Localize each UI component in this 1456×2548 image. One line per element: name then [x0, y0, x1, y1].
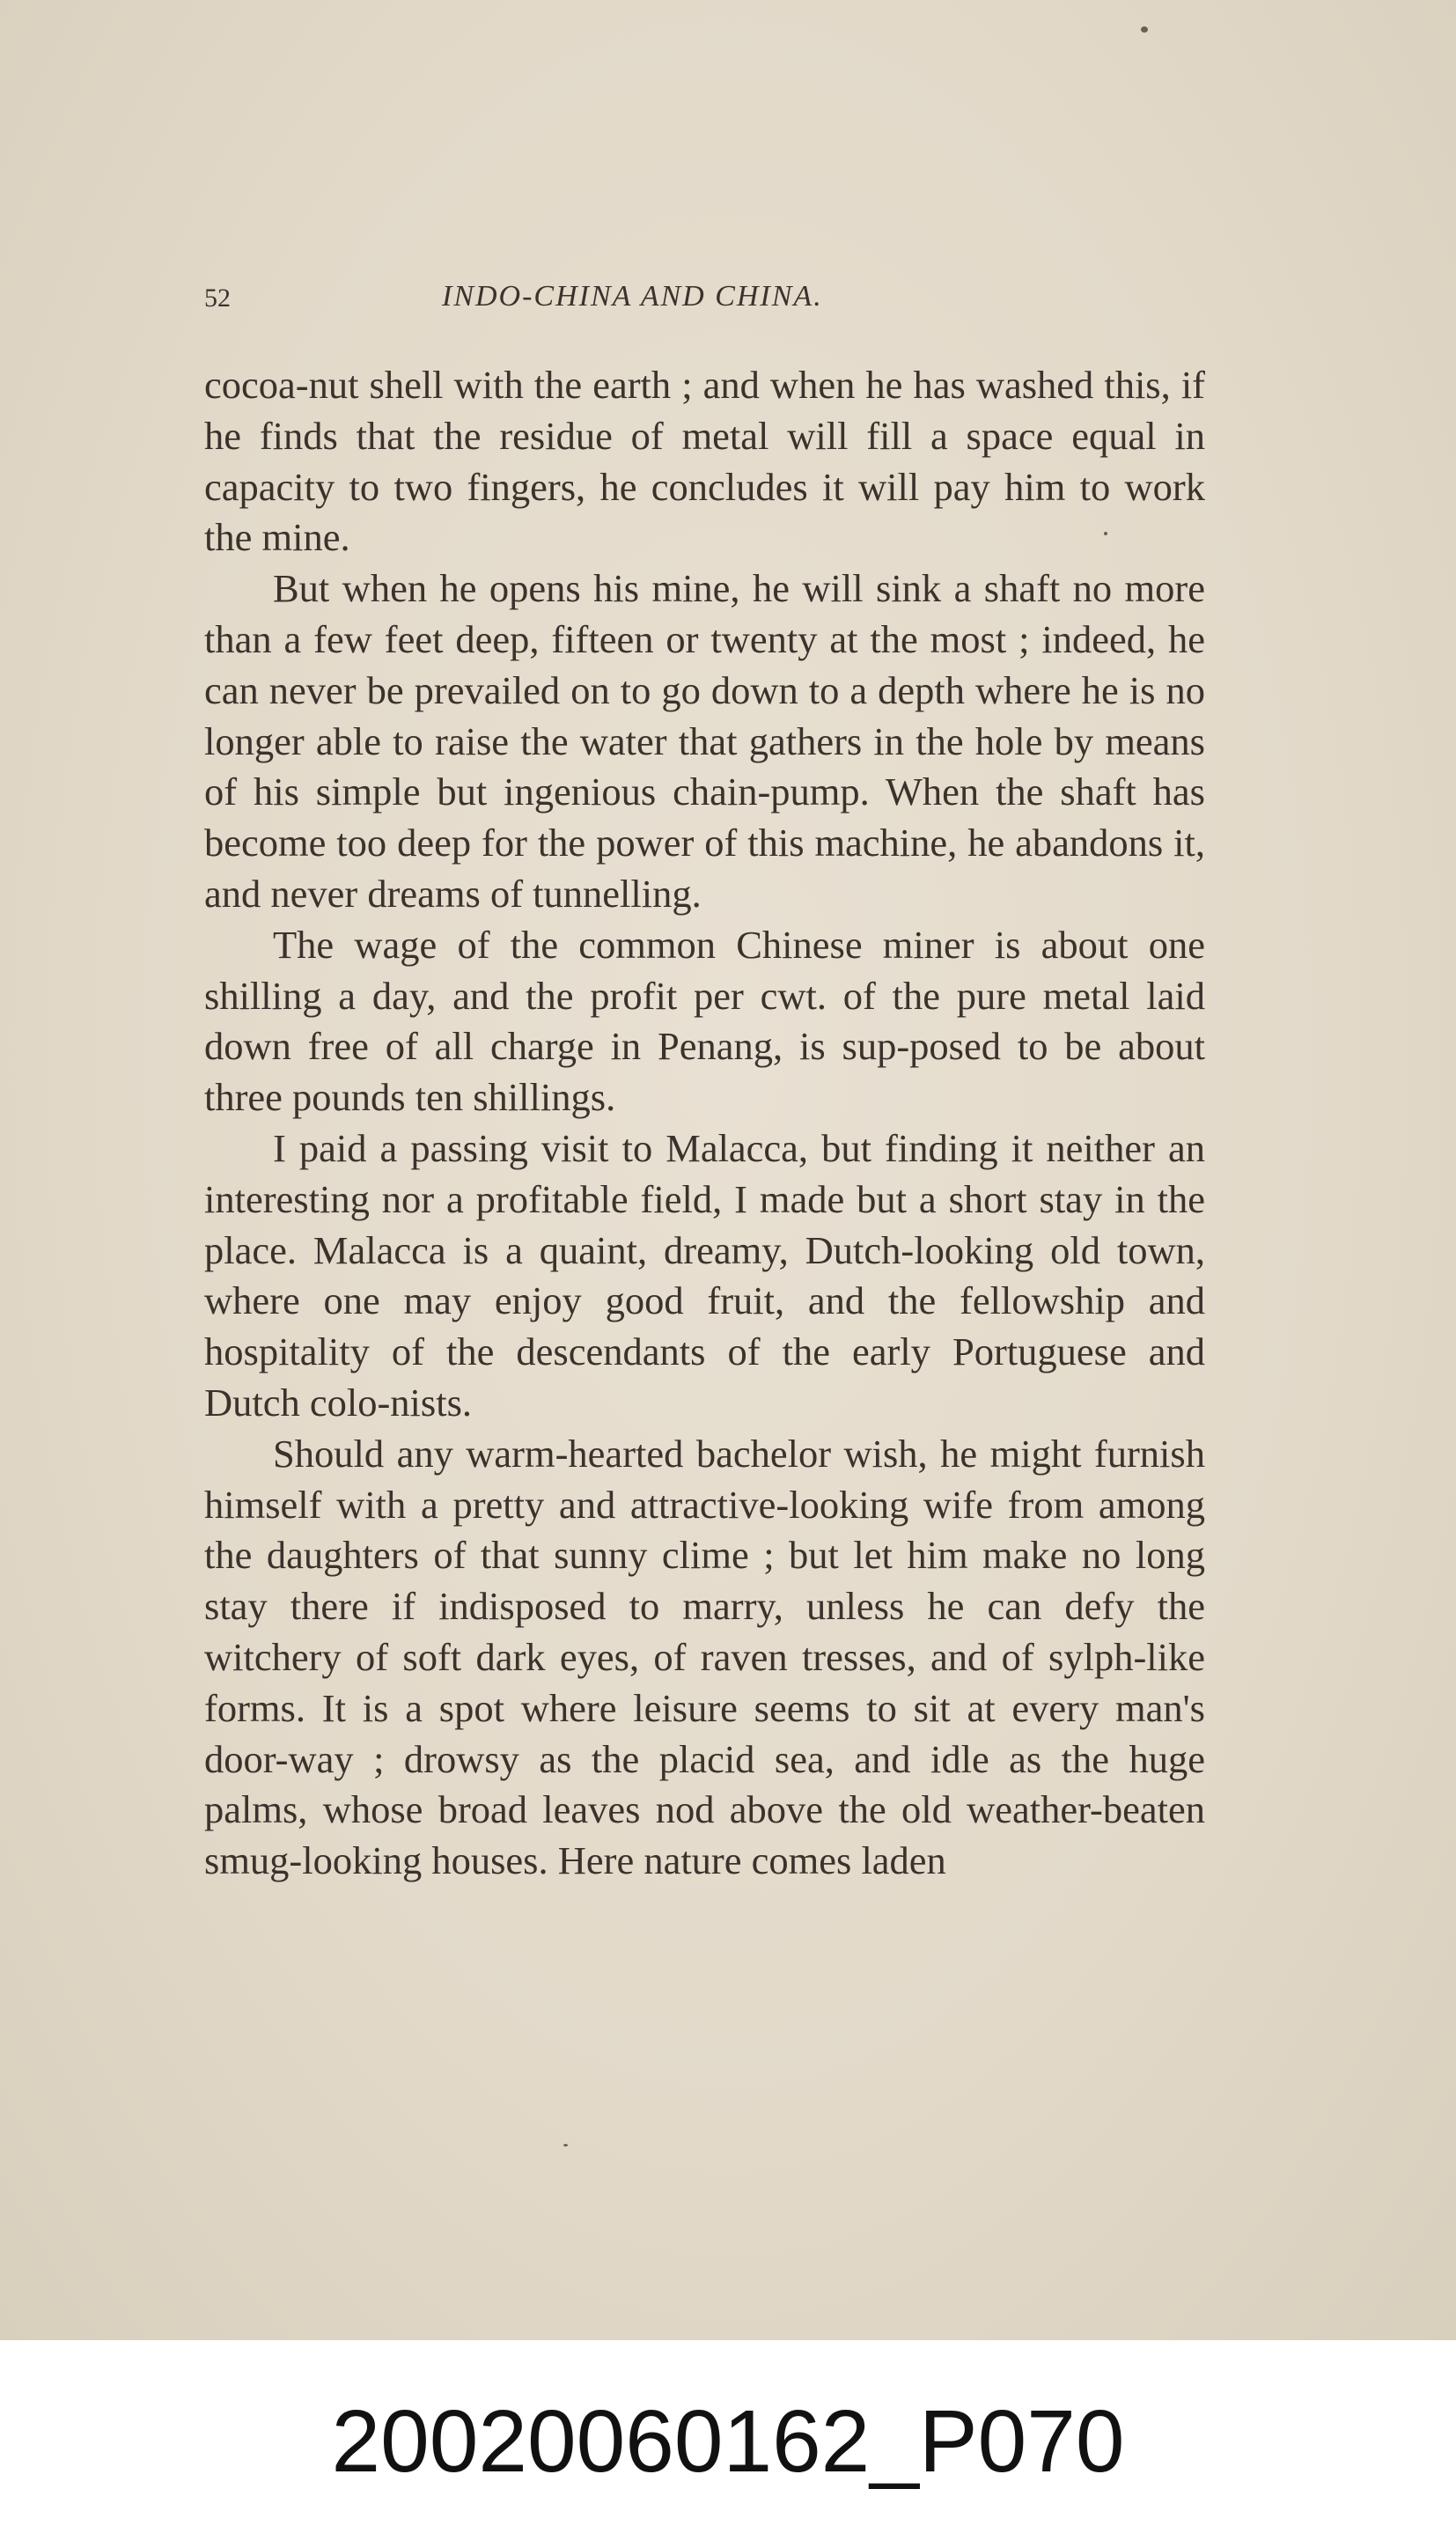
page-number: 52 — [204, 284, 231, 313]
running-title: INDO-CHINA AND CHINA. — [442, 280, 823, 313]
body-text — [204, 360, 1205, 1887]
paper-speck — [1141, 26, 1148, 33]
paper-speck — [563, 2144, 568, 2147]
paragraph: I paid a passing visit to Malacca, but finding it neither an interesting nor a profitable field, I made but a short stay in the place. Malacca is a quaint, dreamy, Dutch-looking old town, where one may enjoy good fruit, and the fellowship and hospitality of the descendants of the early Portuguese and Dutch colo-nists. — [204, 1125, 1205, 1425]
paragraph: But when he opens his mine, he will sink a shaft no more than a few feet deep, fifteen or twenty at the most ; indeed, he can never be prevailed on to go down to a depth where he is no longer able to raise the water that gathers in the hole by means of his simple but ingenious chain-pump. When the shaft has become too deep for the power of this machine, he abandons it, and never dreams of tunnelling. — [204, 566, 1205, 916]
paragraph: cocoa-nut shell with the earth ; and when he has washed this, if he finds that the residue of metal will fill a space equal in capacity to two fingers, he concludes it will pay him to work the mine. — [204, 363, 1205, 560]
scan-id-caption: 20020060162_P070 — [331, 2392, 1125, 2491]
page-header — [204, 280, 1205, 324]
paragraph: Should any warm-hearted bachelor wish, he might furnish himself with a pretty and attractive-looking wife from among the daughters of that sunny clime ; but let him make no long stay there if indisposed to marry, unless he can defy the witchery of soft dark eyes, of raven tresses, and of sylph-like forms. It is a spot where leisure seems to sit at every man's door-way ; drowsy as the placid sea, and idle as the huge palms, whose broad leaves nod above the old weather-beaten smug-looking houses. Here nature comes laden — [204, 1431, 1205, 1883]
paragraph: The wage of the common Chinese miner is about one shilling a day, and the profit per cwt. of the pure metal laid down free of all charge in Penang, is sup-posed to be about three pounds ten shillings. — [204, 922, 1205, 1120]
